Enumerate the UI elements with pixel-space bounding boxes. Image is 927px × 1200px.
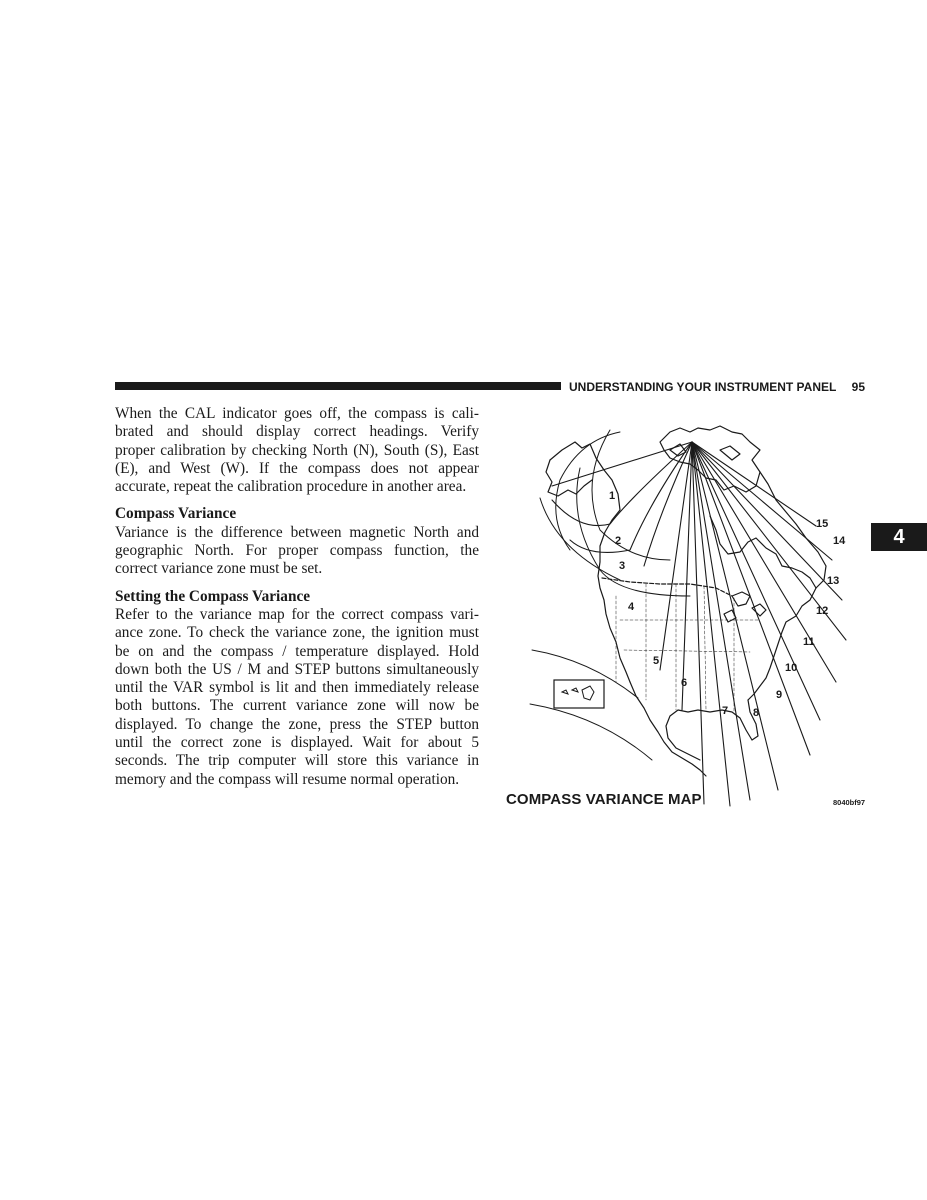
map-coastline-west xyxy=(550,442,630,682)
heading-setting-variance: Setting the Compass Variance xyxy=(115,587,311,605)
zone-label-12: 12 xyxy=(816,605,829,617)
header-rule xyxy=(115,382,561,390)
text-line: correct variance zone must be set. xyxy=(115,560,323,578)
figure-title: COMPASS VARIANCE MAP xyxy=(506,791,702,808)
text-line: (E), and West (W). If the compass does not appear xyxy=(115,459,479,477)
section-title: UNDERSTANDING YOUR INSTRUMENT PANEL xyxy=(569,380,837,394)
text-line: brated and should display correct headings. Verify xyxy=(115,423,479,441)
text-line: When the CAL indicator goes off, the compass is cali- xyxy=(115,405,479,422)
zone-label-2: 2 xyxy=(615,535,622,547)
page-number: 95 xyxy=(851,380,865,394)
zone-label-13: 13 xyxy=(827,575,840,587)
text-line: accurate, repeat the calibration procedure in another area. xyxy=(115,478,467,496)
hawaii-inset xyxy=(554,680,604,708)
paragraph-calibration xyxy=(115,405,479,496)
text-line: down both the US / M and STEP buttons simultaneously xyxy=(115,660,479,678)
paragraph-setting xyxy=(115,606,479,789)
map-svg xyxy=(520,420,870,815)
running-header xyxy=(569,378,865,396)
hawaii-islands xyxy=(562,686,594,700)
zone-arc xyxy=(540,498,620,580)
figure-code: 8040bf97 xyxy=(833,798,866,807)
zone-label-7: 7 xyxy=(722,705,729,717)
heading-compass-variance: Compass Variance xyxy=(115,505,237,523)
zone-label-8: 8 xyxy=(753,707,760,719)
text-line: until the VAR symbol is lit and then immediately release xyxy=(115,679,479,697)
body-text xyxy=(115,405,479,789)
zone-label-11: 11 xyxy=(803,636,815,648)
text-line: be on and the compass / temperature displayed. Hold xyxy=(115,642,479,660)
text-line: ance zone. To check the variance zone, the ignition must xyxy=(115,624,479,642)
zone-label-14: 14 xyxy=(833,535,846,547)
zone-label-5: 5 xyxy=(653,655,660,667)
chapter-tab: 4 xyxy=(871,523,927,551)
zone-label-3: 3 xyxy=(619,560,626,572)
zone-label-15: 15 xyxy=(816,518,829,530)
map-florida-gulf xyxy=(666,700,758,760)
map-us-canada-border xyxy=(602,578,732,596)
text-line: displayed. To change the zone, press the STEP button xyxy=(115,715,479,733)
text-line: proper calibration by checking North (N), South (S), East xyxy=(115,441,479,459)
text-line: geographic North. For proper compass function, the xyxy=(115,542,479,560)
text-line: Variance is the difference between magnetic North and xyxy=(115,523,479,541)
zone-label-1: 1 xyxy=(609,490,616,502)
zone-label-9: 9 xyxy=(776,689,783,701)
zone-label-10: 10 xyxy=(785,662,798,674)
text-line: until the correct zone is displayed. Wait for about 5 xyxy=(115,734,479,752)
text-line: both buttons. The current variance zone will now be xyxy=(115,697,479,715)
text-line: memory and the compass will resume normal operation. xyxy=(115,770,460,788)
paragraph-variance xyxy=(115,524,479,579)
text-line: seconds. The trip computer will store this variance in xyxy=(115,752,479,770)
zone-arc xyxy=(530,704,652,760)
compass-variance-map xyxy=(520,420,870,815)
zone-label-4: 4 xyxy=(628,601,635,613)
zone-arc xyxy=(532,650,638,698)
text-line: Refer to the variance map for the correct compass vari- xyxy=(115,605,479,623)
map-state-lines xyxy=(616,584,760,712)
map-labrador xyxy=(760,472,829,588)
zone-label-6: 6 xyxy=(681,677,688,689)
map-mexico xyxy=(630,682,706,776)
